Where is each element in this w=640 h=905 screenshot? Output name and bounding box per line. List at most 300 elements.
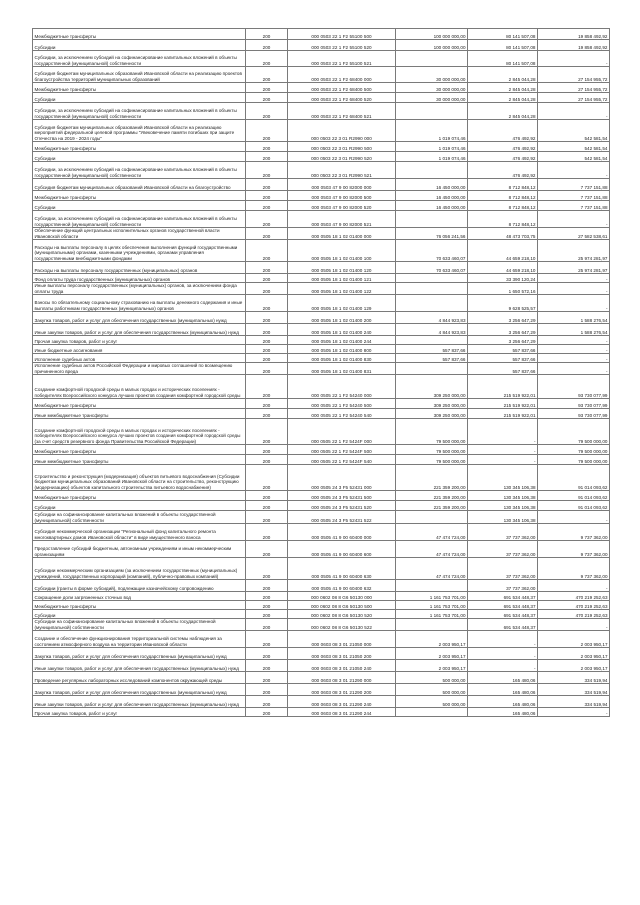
row-plan-amount: 309 250 000,00 [396,375,468,399]
row-name: Субсидии на софинансирование капитальных вложений в объекты государственной (муниципальной) собственности [33,619,246,631]
row-name: Межбюджетные трансферты [33,399,246,409]
row-kbk: 000 0505 18 1 02 01400 800 [288,345,396,354]
row-remaining-amount: 542 581,54 [538,142,610,152]
row-executed-amount: 2 845 044,28 [468,67,538,83]
row-plan-amount: 2 003 950,17 [396,648,468,660]
row-plan-amount [396,274,468,283]
row-plan-amount: 70 633 460,07 [396,240,468,262]
row-plan-amount [396,580,468,592]
row-code: 200 [246,262,288,274]
row-executed-amount: 80 141 507,08 [468,40,538,51]
row-plan-amount: 309 250 000,00 [396,409,468,419]
row-remaining-amount: 79 500 000,00 [538,419,610,445]
row-remaining-amount: 7 737 151,88 [538,201,610,211]
row-plan-amount: 79 500 000,00 [396,455,468,465]
table-row [33,558,610,580]
row-remaining-amount: 27 154 955,72 [538,93,610,103]
row-name: Субсидии [33,501,246,511]
row-remaining-amount: 9 737 362,00 [538,541,610,558]
row-kbk: 000 0505 18 1 02 01400 240 [288,324,396,336]
row-kbk: 000 0603 08 3 01 21290 244 [288,708,396,717]
row-plan-amount: 47 474 724,00 [396,524,468,541]
row-name: Субсидии [33,152,246,162]
row-code: 200 [246,399,288,409]
row-kbk: 000 0602 08 8 G6 50130 522 [288,619,396,631]
row-code: 200 [246,465,288,491]
row-code: 200 [246,610,288,619]
row-kbk: 000 0505 41 9 00 60400 630 [288,558,396,580]
row-name: Субсидии, за исключением субсидий на софинансирование капитальных вложений в объекты государственной (муниципальной) собственности [33,103,246,120]
row-remaining-amount: 25 974 281,97 [538,240,610,262]
row-remaining-amount: 470 219 252,63 [538,610,610,619]
row-kbk: 000 0503 22 1 F2 68400 521 [288,103,396,120]
row-executed-amount: 691 534 448,37 [468,601,538,610]
row-executed-amount: 691 534 448,37 [468,610,538,619]
row-code: 200 [246,142,288,152]
row-kbk: 000 0503 47 9 00 82000 500 [288,191,396,201]
row-remaining-amount: 19 858 492,92 [538,40,610,51]
row-name: Прочая закупка товаров, работ и услуг [33,336,246,345]
row-remaining-amount: 542 581,54 [538,152,610,162]
row-name: Субсидии на софинансирование капитальных вложений в объекты государственной (муниципальной) собственности [33,511,246,524]
row-name: Иные межбюджетные трансферты [33,455,246,465]
table-row [33,660,610,672]
row-plan-amount [396,211,468,228]
row-executed-amount: 165 480,06 [468,708,538,717]
row-code: 200 [246,541,288,558]
table-row [33,631,610,648]
row-executed-amount: 8 712 848,12 [468,201,538,211]
row-kbk: 000 0503 22 1 F2 55100 500 [288,29,396,40]
row-name: Закупка товаров, работ и услуг для обеспечения государственных (муниципальных) нужд [33,684,246,696]
row-code: 200 [246,696,288,708]
row-kbk: 000 0505 24 3 F5 52431 520 [288,501,396,511]
table-row [33,179,610,191]
table-row [33,103,610,120]
table-row [33,336,610,345]
row-remaining-amount: 542 581,54 [538,120,610,142]
row-plan-amount: 500 000,00 [396,672,468,684]
table-row [33,592,610,601]
row-remaining-amount: 91 014 093,62 [538,491,610,501]
row-name: Создание и обеспечение функционирования территориальной системы наблюдения за состоянием атмосферного воздуха на территории Ивановской области [33,631,246,648]
row-plan-amount: 221 359 200,00 [396,465,468,491]
row-executed-amount: 130 345 106,38 [468,501,538,511]
row-plan-amount [396,283,468,295]
row-executed-amount: 8 712 848,12 [468,179,538,191]
row-code: 200 [246,491,288,501]
row-code: 200 [246,419,288,445]
row-remaining-amount: 79 500 000,00 [538,445,610,455]
row-kbk: 000 0503 22 3 01 R2990 521 [288,162,396,179]
row-kbk: 000 0505 18 1 02 01400 244 [288,336,396,345]
row-name: Субсидии, за исключением субсидий на софинансирование капитальных вложений в объекты государственной (муниципальной) собственности [33,211,246,228]
row-remaining-amount: - [538,336,610,345]
table-row [33,191,610,201]
row-kbk: 000 0505 41 9 00 60400 600 [288,541,396,558]
row-plan-amount: 47 474 724,00 [396,541,468,558]
row-kbk: 000 0505 22 1 F2 5424F 500 [288,445,396,455]
table-row [33,491,610,501]
row-name: Субсидия некоммерческой организации "Региональный фонд капитального ремонта многоквартирных домов Ивановской области" в виде имущественного взноса [33,524,246,541]
table-row [33,312,610,324]
row-code: 200 [246,103,288,120]
row-code: 200 [246,409,288,419]
row-executed-amount: 37 737 362,00 [468,524,538,541]
table-row [33,295,610,312]
row-plan-amount: 557 837,66 [396,354,468,363]
row-kbk: 000 0503 47 9 00 82000 000 [288,179,396,191]
table-row [33,201,610,211]
row-code: 200 [246,312,288,324]
row-code: 200 [246,51,288,67]
row-code: 200 [246,345,288,354]
row-kbk: 000 0505 18 1 02 01400 122 [288,283,396,295]
row-kbk: 000 0505 18 1 02 01400 129 [288,295,396,312]
row-kbk: 000 0505 22 1 F2 5424F 540 [288,455,396,465]
row-plan-amount: 30 000 000,00 [396,93,468,103]
row-kbk: 000 0505 18 1 02 01400 120 [288,262,396,274]
row-name: Субсидия бюджетам муниципальных образований Ивановской области на реализацию мероприятий федеральной целевой программы "Увековечение памяти погибших при защите Отечества на 2019 - 2024 годы" [33,120,246,142]
row-kbk: 000 0505 22 1 F2 54240 500 [288,399,396,409]
row-name: Расходы на выплаты персоналу в целях обеспечения выполнения функций государственными (муниципальными) органами, казенными учреждениями, органами управления государственными внебюджетными фондами [33,240,246,262]
row-remaining-amount: 2 003 950,17 [538,631,610,648]
table-row [33,399,610,409]
row-remaining-amount: - [538,345,610,354]
table-row [33,672,610,684]
row-name: Обеспечение функций центральных исполнительных органов государственной власти Ивановской области [33,228,246,240]
row-kbk: 000 0503 22 1 F2 55100 521 [288,51,396,67]
row-remaining-amount: - [538,51,610,67]
row-name: Расходы на выплаты персоналу государственных (муниципальных) органов [33,262,246,274]
row-executed-amount: 476 492,92 [468,162,538,179]
row-name: Иные бюджетные ассигнования [33,345,246,354]
row-code: 200 [246,524,288,541]
row-kbk: 000 0603 08 3 01 21290 200 [288,684,396,696]
row-executed-amount: 165 480,06 [468,672,538,684]
row-code: 200 [246,29,288,40]
row-remaining-amount: 7 737 151,88 [538,179,610,191]
row-name: Субсидии, за исключением субсидий на софинансирование капитальных вложений в объекты государственной (муниципальной) собственности [33,162,246,179]
budget-table [32,28,610,717]
row-code: 200 [246,601,288,610]
row-name: Закупка товаров, работ и услуг для обеспечения государственных (муниципальных) нужд [33,648,246,660]
row-plan-amount [396,708,468,717]
row-code: 200 [246,201,288,211]
row-name: Иные межбюджетные трансферты [33,409,246,419]
row-kbk: 000 0503 22 1 F2 68400 500 [288,83,396,93]
row-plan-amount [396,619,468,631]
row-plan-amount: 1 161 753 701,00 [396,601,468,610]
row-name: Иные закупки товаров, работ и услуг для обеспечения государственных (муниципальных) нужд [33,696,246,708]
row-remaining-amount: 334 519,94 [538,672,610,684]
row-name: Межбюджетные трансферты [33,491,246,501]
row-code: 200 [246,592,288,601]
row-executed-amount: 215 519 922,01 [468,399,538,409]
row-name: Иные закупки товаров, работ и услуг для обеспечения государственных (муниципальных) нужд [33,660,246,672]
table-row [33,684,610,696]
row-plan-amount: 2 003 950,17 [396,660,468,672]
row-plan-amount: 79 500 000,00 [396,419,468,445]
row-remaining-amount: 2 003 950,17 [538,648,610,660]
row-executed-amount: 557 837,66 [468,354,538,363]
row-kbk: 000 0505 24 3 F5 52431 500 [288,491,396,501]
row-remaining-amount: 27 582 538,61 [538,228,610,240]
row-remaining-amount: 470 219 252,63 [538,592,610,601]
row-kbk: 000 0503 22 3 01 R2990 520 [288,152,396,162]
row-code: 200 [246,580,288,592]
row-kbk: 000 0505 18 1 02 01400 200 [288,312,396,324]
row-executed-amount: 80 141 507,08 [468,29,538,40]
row-remaining-amount: 9 737 362,00 [538,524,610,541]
row-executed-amount: 476 492,92 [468,142,538,152]
row-executed-amount: 476 492,92 [468,152,538,162]
row-executed-amount: 130 345 106,38 [468,511,538,524]
row-kbk: 000 0603 08 3 01 21290 240 [288,696,396,708]
row-name: Субсидии [33,201,246,211]
row-code: 200 [246,375,288,399]
row-remaining-amount: 9 737 362,00 [538,558,610,580]
row-remaining-amount: 93 730 077,99 [538,399,610,409]
row-executed-amount: 3 256 647,29 [468,312,538,324]
row-remaining-amount: 27 154 955,72 [538,83,610,93]
row-remaining-amount: - [538,103,610,120]
row-plan-amount: 221 359 200,00 [396,491,468,501]
row-remaining-amount: 27 154 955,72 [538,67,610,83]
row-remaining-amount: 1 588 276,54 [538,312,610,324]
row-plan-amount: 1 019 074,46 [396,152,468,162]
row-name: Сокращение доли загрязненных сточных вод [33,592,246,601]
row-kbk: 000 0505 41 9 00 60400 632 [288,580,396,592]
row-name: Строительство и реконструкция (модернизация) объектов питьевого водоснабжения (Субсидии бюджетам муниципальных образований Ивановской области на строительство, реконструкцию (модернизацию) объектов капитального строительства питьевого водоснабжения) [33,465,246,491]
row-plan-amount: 1 161 753 701,00 [396,592,468,601]
row-kbk: 000 0503 22 1 F2 68400 000 [288,67,396,83]
table-row [33,409,610,419]
row-remaining-amount: - [538,283,610,295]
row-kbk: 000 0503 47 9 00 82000 521 [288,211,396,228]
row-kbk: 000 0505 41 9 00 60400 000 [288,524,396,541]
table-row [33,445,610,455]
row-executed-amount: 44 659 218,10 [468,262,538,274]
row-kbk: 000 0603 08 3 01 21050 200 [288,648,396,660]
row-executed-amount: 2 845 044,28 [468,83,538,93]
row-plan-amount: 76 056 241,56 [396,228,468,240]
row-executed-amount: 3 256 647,29 [468,336,538,345]
row-name: Иные выплаты персоналу государственных (муниципальных) органов, за исключением фонда оплаты труда [33,283,246,295]
row-code: 200 [246,363,288,375]
row-kbk: 000 0505 22 1 F2 5424F 000 [288,419,396,445]
row-remaining-amount: 93 730 077,99 [538,409,610,419]
row-name: Межбюджетные трансферты [33,191,246,201]
row-remaining-amount: - [538,580,610,592]
row-plan-amount: 4 844 923,83 [396,324,468,336]
table-row [33,696,610,708]
row-plan-amount: 16 450 000,00 [396,191,468,201]
table-row [33,152,610,162]
row-plan-amount [396,336,468,345]
table-row [33,601,610,610]
row-remaining-amount: - [538,363,610,375]
row-kbk: 000 0603 08 3 01 21050 240 [288,660,396,672]
row-name: Субсидии, за исключением субсидий на софинансирование капитальных вложений в объекты государственной (муниципальной) собственности [33,51,246,67]
table-row [33,455,610,465]
row-kbk: 000 0505 18 1 02 01400 121 [288,274,396,283]
row-kbk: 000 0505 24 3 F5 52431 000 [288,465,396,491]
table-row [33,501,610,511]
row-executed-amount: 557 837,66 [468,363,538,375]
row-code: 200 [246,93,288,103]
row-executed-amount: 8 712 848,12 [468,211,538,228]
row-executed-amount: - [468,648,538,660]
row-executed-amount: - [468,631,538,648]
table-row [33,511,610,524]
row-remaining-amount: - [538,354,610,363]
row-name: Субсидия бюджетам муниципальных образований Ивановской области на реализацию проектов благоустройства территорий муниципальных образований [33,67,246,83]
row-remaining-amount: - [538,619,610,631]
row-executed-amount: 165 480,06 [468,696,538,708]
row-plan-amount: 79 500 000,00 [396,445,468,455]
row-plan-amount: 47 474 724,00 [396,558,468,580]
row-executed-amount: 691 534 448,37 [468,619,538,631]
row-name: Создание комфортной городской среды в малых городах и исторических поселениях - победителях Всероссийского конкурса лучших проектов создания комфортной городской среды [33,375,246,399]
row-code: 200 [246,240,288,262]
table-row [33,228,610,240]
table-row [33,708,610,717]
row-remaining-amount: 2 003 950,17 [538,660,610,672]
row-kbk: 000 0505 18 1 02 01400 830 [288,354,396,363]
row-kbk: 000 0602 08 8 G6 50130 520 [288,610,396,619]
row-executed-amount: 165 480,06 [468,684,538,696]
row-executed-amount: 1 650 572,16 [468,283,538,295]
row-executed-amount: 557 837,66 [468,345,538,354]
row-plan-amount [396,51,468,67]
table-row [33,354,610,363]
row-code: 200 [246,648,288,660]
row-executed-amount: - [468,445,538,455]
table-row [33,419,610,445]
row-executed-amount: 44 659 218,10 [468,240,538,262]
table-row [33,51,610,67]
row-kbk: 000 0505 18 1 02 01400 831 [288,363,396,375]
row-name: Предоставление субсидий бюджетным, автономным учреждениям и иным некоммерческим организациям [33,541,246,558]
row-code: 200 [246,67,288,83]
table-row [33,465,610,491]
row-remaining-amount: 91 014 093,62 [538,501,610,511]
row-code: 200 [246,274,288,283]
row-executed-amount: - [468,660,538,672]
row-plan-amount: 221 359 200,00 [396,501,468,511]
row-executed-amount: 37 737 362,00 [468,541,538,558]
row-code: 200 [246,283,288,295]
row-kbk: 000 0505 18 1 02 01400 000 [288,228,396,240]
row-name: Субсидии [33,40,246,51]
row-code: 200 [246,501,288,511]
row-code: 200 [246,708,288,717]
row-name: Субсидии [33,610,246,619]
row-plan-amount: 70 633 460,07 [396,262,468,274]
row-executed-amount: 48 473 703,75 [468,228,538,240]
row-kbk: 000 0503 22 3 01 R2990 000 [288,120,396,142]
table-row [33,363,610,375]
table-row [33,610,610,619]
row-executed-amount: 130 345 106,38 [468,491,538,501]
row-name: Проведение регулярных лабораторных исследований компонентов окружающей среды [33,672,246,684]
row-executed-amount: 130 345 106,38 [468,465,538,491]
row-remaining-amount: - [538,274,610,283]
row-code: 200 [246,179,288,191]
table-row [33,240,610,262]
row-executed-amount: - [468,419,538,445]
row-plan-amount [396,511,468,524]
row-kbk: 000 0603 08 3 01 21290 000 [288,672,396,684]
row-kbk: 000 0602 08 8 G6 50130 500 [288,601,396,610]
row-plan-amount: 1 161 753 701,00 [396,610,468,619]
row-remaining-amount: 25 974 281,97 [538,262,610,274]
row-remaining-amount: - [538,295,610,312]
table-row [33,29,610,40]
row-plan-amount: 30 000 000,00 [396,83,468,93]
row-plan-amount: 309 250 000,00 [396,399,468,409]
row-remaining-amount: 1 588 276,54 [538,324,610,336]
row-executed-amount: 2 845 044,28 [468,93,538,103]
row-executed-amount: 2 845 044,28 [468,103,538,120]
table-row [33,93,610,103]
row-kbk: 000 0505 18 1 02 01400 100 [288,240,396,262]
table-row [33,345,610,354]
table-row [33,211,610,228]
row-kbk: 000 0503 47 9 00 82000 520 [288,201,396,211]
table-row [33,262,610,274]
row-remaining-amount: 334 519,94 [538,684,610,696]
row-kbk: 000 0602 08 8 G6 50130 000 [288,592,396,601]
row-name: Закупка товаров, работ и услуг для обеспечения государственных (муниципальных) нужд [33,312,246,324]
row-remaining-amount: 79 500 000,00 [538,455,610,465]
row-plan-amount [396,103,468,120]
row-executed-amount: 691 534 448,37 [468,592,538,601]
row-name: Субсидии некоммерческим организациям (за исключением государственных (муниципальных) учреждений, государственных корпораций (компаний), публично-правовых компаний) [33,558,246,580]
row-plan-amount: 500 000,00 [396,696,468,708]
row-remaining-amount: - [538,511,610,524]
table-row [33,524,610,541]
table-row [33,375,610,399]
row-kbk: 000 0505 22 1 F2 54240 000 [288,375,396,399]
row-remaining-amount: 19 858 492,92 [538,29,610,40]
row-name: Межбюджетные трансферты [33,445,246,455]
row-executed-amount: 215 519 922,01 [468,409,538,419]
row-plan-amount: 30 000 000,00 [396,67,468,83]
table-row [33,541,610,558]
row-executed-amount: - [468,455,538,465]
row-plan-amount: 16 450 000,00 [396,179,468,191]
table-row [33,120,610,142]
row-executed-amount: 33 390 120,24 [468,274,538,283]
budget-table-body [33,29,610,717]
row-code: 200 [246,511,288,524]
row-plan-amount: 1 019 074,46 [396,142,468,152]
row-kbk: 000 0505 22 1 F2 54240 540 [288,409,396,419]
row-name: Фонд оплаты труда государственных (муниципальных) органов [33,274,246,283]
table-row [33,580,610,592]
table-row [33,162,610,179]
row-remaining-amount: 470 219 252,63 [538,601,610,610]
row-name: Межбюджетные трансферты [33,29,246,40]
row-name: Субсидии (гранты в форме субсидий), подлежащие казначейскому сопровождению [33,580,246,592]
row-code: 200 [246,619,288,631]
row-executed-amount: 476 492,92 [468,120,538,142]
row-name: Межбюджетные трансферты [33,83,246,93]
row-executed-amount: 37 737 362,00 [468,580,538,592]
row-code: 200 [246,336,288,345]
